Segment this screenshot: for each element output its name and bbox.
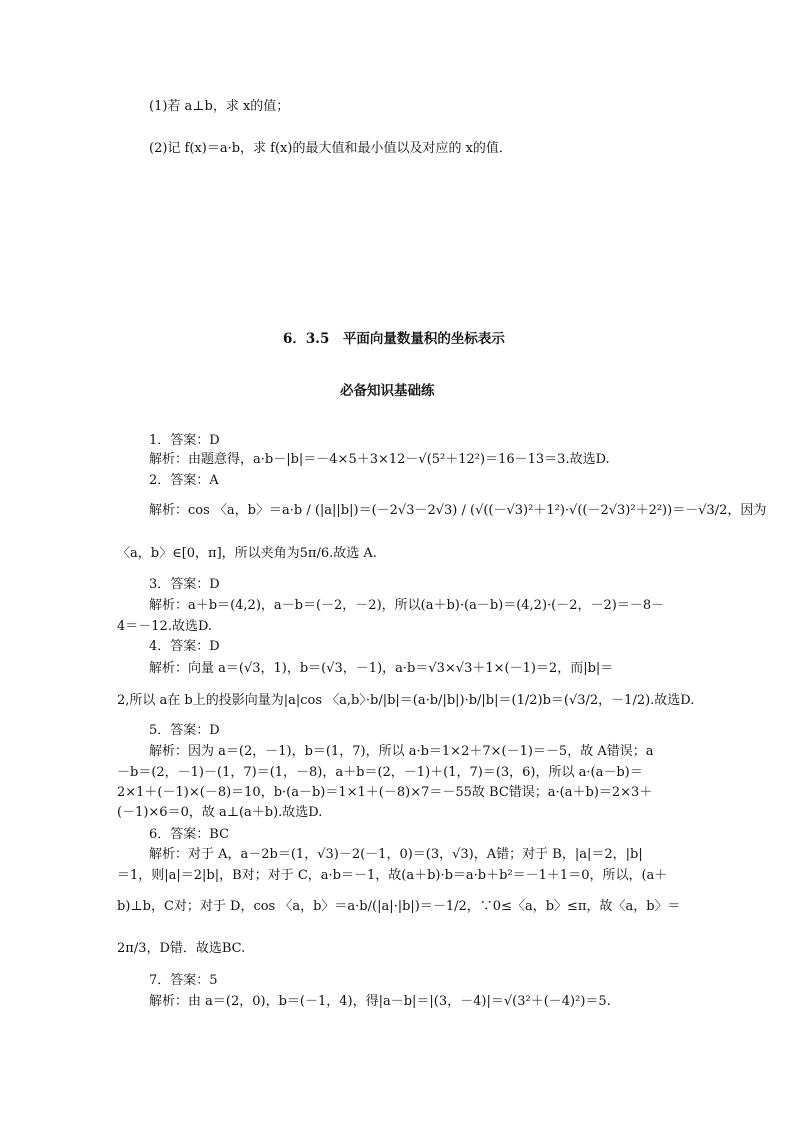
answer-6-explanation-cont2: b)⊥b，C对；对于 D，cos 〈a，b〉＝a·b/(|a|·|b|)＝－1/2，∵0≤〈a，b〉≤π，故〈a，b〉＝ [117, 899, 681, 914]
answer-6-explanation: 解析：对于 A，a－2b＝(1，√3)－2(－1，0)＝(3，√3)，A错；对于 B，|a|＝2，|b| [149, 847, 643, 862]
answer-5-explanation-cont2: 2×1＋(－1)×(－8)＝10，b·(a－b)＝1×1＋(－8)×7＝－55故 BC错误；a·(a＋b)＝2×3＋ [117, 785, 653, 800]
answer-5-explanation: 解析：因为 a＝(2，－1)，b＝(1，7)，所以 a·b＝1×2＋7×(－1)＝－5，故 A错误；a [149, 744, 654, 759]
subsection-title: 必备知识基础练 [340, 383, 435, 399]
question-part-2: (2)记 f(x)＝a·b，求 f(x)的最大值和最小值以及对应的 x的值． [149, 141, 512, 156]
answer-1-explanation: 解析：由题意得，a·b－|b|＝－4×5＋3×12－√(5²＋12²)＝16－13＝3.故选D. [149, 452, 610, 467]
answer-5-explanation-cont1: －b＝(2，－1)－(1，7)＝(1，－8)，a＋b＝(2，－1)＋(1，7)＝(3，6)，所以 a·(a－b)＝ [117, 765, 643, 780]
answer-5-label: 5．答案：D [149, 723, 220, 738]
answer-4-label: 4．答案：D [149, 639, 220, 654]
answer-4-explanation: 解析：向量 a＝(√3，1)，b＝(√3，－1)，a·b＝√3×√3＋1×(－1)＝2，而|b|＝ [149, 661, 614, 676]
answer-2-explanation-cont: 〈a，b〉∈[0，π]，所以夹角为5π/6.故选 A. [117, 546, 377, 561]
answer-6-explanation-cont1: ＝1，则|a|＝2|b|，B对；对于 C，a·b＝－1，故(a＋b)·b＝a·b＋b²＝－1＋1＝0，所以，(a＋ [117, 868, 668, 883]
section-title: 6．3.5 平面向量数量积的坐标表示 [283, 331, 505, 347]
answer-7-label: 7．答案：5 [149, 973, 218, 988]
answer-2-label: 2．答案：A [149, 473, 219, 488]
answer-3-explanation: 解析：a＋b＝(4,2)，a－b＝(－2，－2)，所以(a＋b)·(a－b)＝(4,2)·(－2，－2)＝－8－ [149, 598, 665, 613]
answer-3-explanation-cont: 4＝－12.故选D. [117, 619, 213, 634]
answer-6-explanation-cont3: 2π/3，D错．故选BC. [117, 941, 246, 956]
answer-4-explanation-cont: 2,所以 a在 b上的投影向量为|a|cos 〈a,b〉·b/|b|＝(a·b/|b|)·b/|b|＝(1/2)b＝(√3/2，－1/2).故选D. [117, 693, 695, 708]
answer-7-explanation: 解析：由 a＝(2，0)，b＝(－1，4)，得|a－b|＝|(3，－4)|＝√(3²＋(－4)²)＝5. [149, 994, 611, 1009]
question-part-1: (1)若 a⊥b，求 x的值； [149, 99, 290, 114]
answer-5-explanation-cont3: (－1)×6＝0，故 a⊥(a＋b).故选D. [117, 805, 323, 820]
answer-3-label: 3．答案：D [149, 577, 220, 592]
answer-6-label: 6．答案：BC [149, 827, 230, 842]
answer-1-label: 1．答案：D [149, 433, 220, 448]
answer-2-explanation: 解析：cos 〈a，b〉＝a·b / (|a||b|)＝(－2√3－2√3) / (√((－√3)²＋1²)·√((－2√3)²＋2²))＝－√3/2，因为 [149, 503, 767, 518]
